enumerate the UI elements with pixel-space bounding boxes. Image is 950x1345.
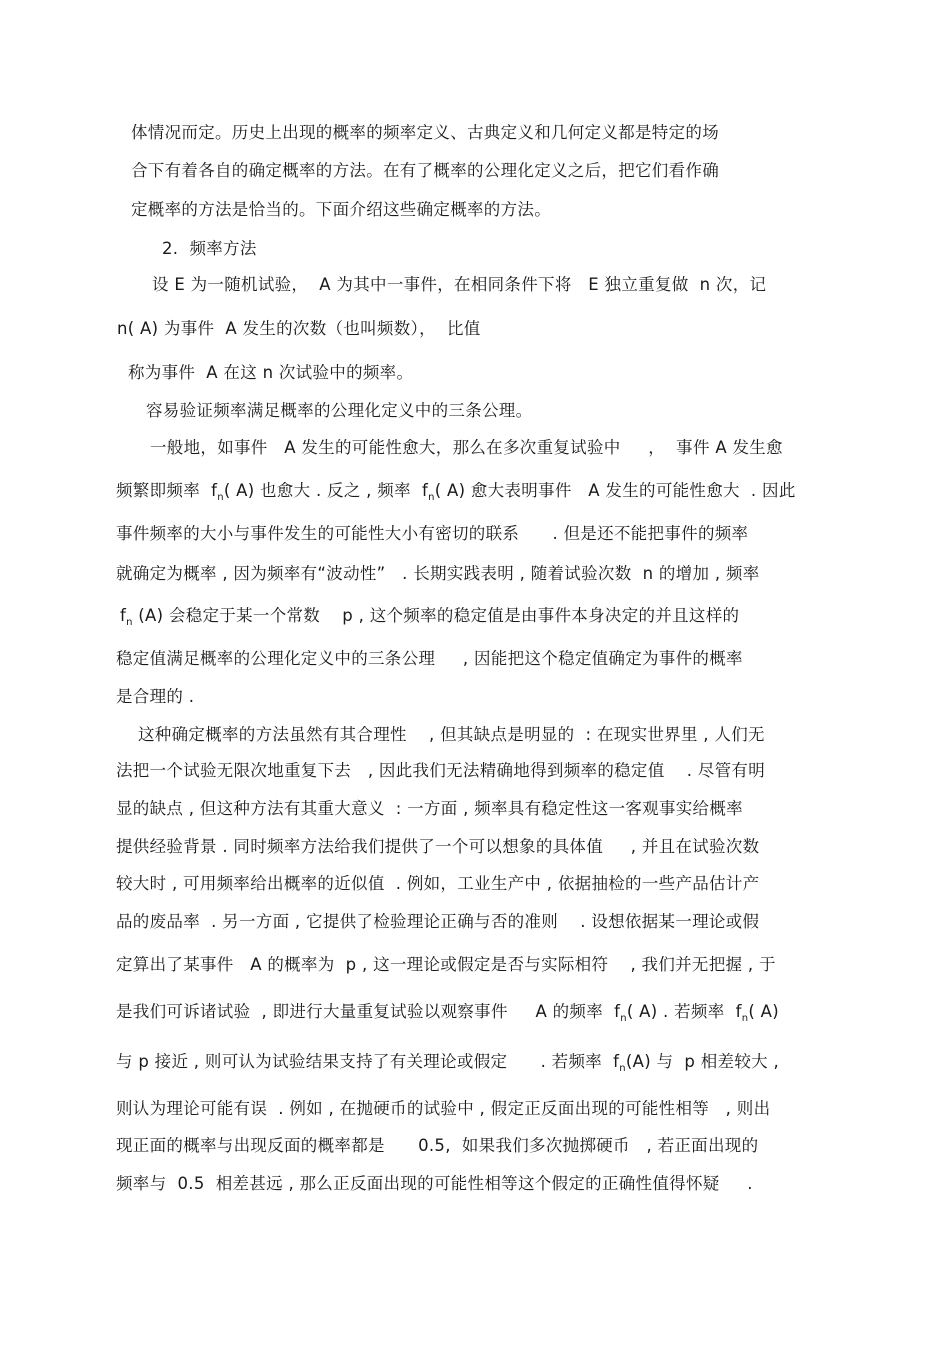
paragraph-line: 是合理的 . — [116, 687, 195, 706]
paragraph-line: 一般地，如事件 A 发生的可能性愈大，那么在多次重复试验中 ， 事件 A 发生愈 — [150, 438, 783, 457]
paragraph-line: 品的废品率 . 另一方面 , 它提供了检验理论正确与否的准则 . 设想依据某一理论或假 — [116, 912, 760, 931]
intro-line: 合下有着各自的确定概率的方法。在有了概率的公理化定义之后，把它们看作确 — [131, 161, 719, 180]
paragraph-line: 则认为理论可能有误 . 例如 , 在抛硬币的试验中 , 假定正反面出现的可能性相等 , 则出 — [116, 1099, 771, 1118]
definition-line: 称为事件 A 在这 n 次试验中的频率。 — [128, 363, 414, 382]
paragraph-line: 现正面的概率与出现反面的概率都是 0.5, 如果我们多次抛掷硬币 , 若正面出现的 — [116, 1136, 759, 1155]
intro-line: 体情况而定。历史上出现的概率的频率定义、古典定义和几何定义都是特定的场 — [131, 123, 719, 142]
intro-line: 定概率的方法是恰当的。下面介绍这些确定概率的方法。 — [131, 200, 551, 219]
paragraph-line: 频率与 0.5 相差甚远 , 那么正反面出现的可能性相等这个假定的正确性值得怀疑 . — [116, 1174, 753, 1193]
paragraph-line: 定算出了某事件 A 的概率为 p , 这一理论或假定是否与实际相符 , 我们并无把握 , 于 — [116, 955, 776, 974]
definition-line: 容易验证频率满足概率的公理化定义中的三条公理。 — [146, 401, 533, 420]
paragraph-line: 稳定值满足概率的公理化定义中的三条公理 , 因能把这个稳定值确定为事件的概率 — [116, 649, 743, 668]
paragraph-line: 与 p 接近 , 则可认为试验结果支持了有关理论或假定 . 若频率 $f_n(A)$ 与 p 相差较大 , — [116, 1052, 780, 1074]
definition-line: n( A) 为事件 A 发生的次数（也叫频数）， 比值 — [117, 319, 481, 338]
section-number: 2. — [162, 239, 179, 258]
section-heading — [162, 238, 257, 260]
paragraph-line: 显的缺点 , 但这种方法有其重大意义 : 一方面 , 频率具有稳定性这一客观事实给概率 — [116, 799, 743, 818]
paragraph-line: $f_n$ (A) 会稳定于某一个常数 p , 这个频率的稳定值是由事件本身决定的并且这样的 — [120, 606, 740, 628]
paragraph-line: 频繁即频率 $f_n$( A) 也愈大 . 反之 , 频率 $f_n$( A) 愈大表明事件 A 发生的可能性愈大 . 因此 — [116, 481, 796, 503]
paragraph-line: 较大时 , 可用频率给出概率的近似值 . 例如，工业生产中 , 依据抽检的一些产品估计产 — [116, 874, 760, 893]
paragraph-line: 是我们可诉诸试验 , 即进行大量重复试验以观察事件 A 的频率 $f_n$( A) . 若频率 $f_n$( A) — [116, 1002, 779, 1024]
paragraph-line: 提供经验背景 . 同时频率方法给我们提供了一个可以想象的具体值 , 并且在试验次数 — [116, 837, 760, 856]
paragraph-line: 事件频率的大小与事件发生的可能性大小有密切的联系 . 但是还不能把事件的频率 — [116, 524, 749, 543]
definition-line: 设 E 为一随机试验， A 为其中一事件，在相同条件下将 E 独立重复做 n 次，记 — [152, 275, 767, 294]
section-title: 频率方法 — [189, 239, 257, 258]
paragraph-line: 法把一个试验无限次地重复下去 , 因此我们无法精确地得到频率的稳定值 . 尽管有明 — [116, 761, 765, 780]
paragraph-line: 就确定为概率 , 因为频率有“波动性” . 长期实践表明 , 随着试验次数 n 的增加 , 频率 — [116, 564, 760, 583]
paragraph-line: 这种确定概率的方法虽然有其合理性 , 但其缺点是明显的 : 在现实世界里 , 人们无 — [138, 725, 765, 744]
